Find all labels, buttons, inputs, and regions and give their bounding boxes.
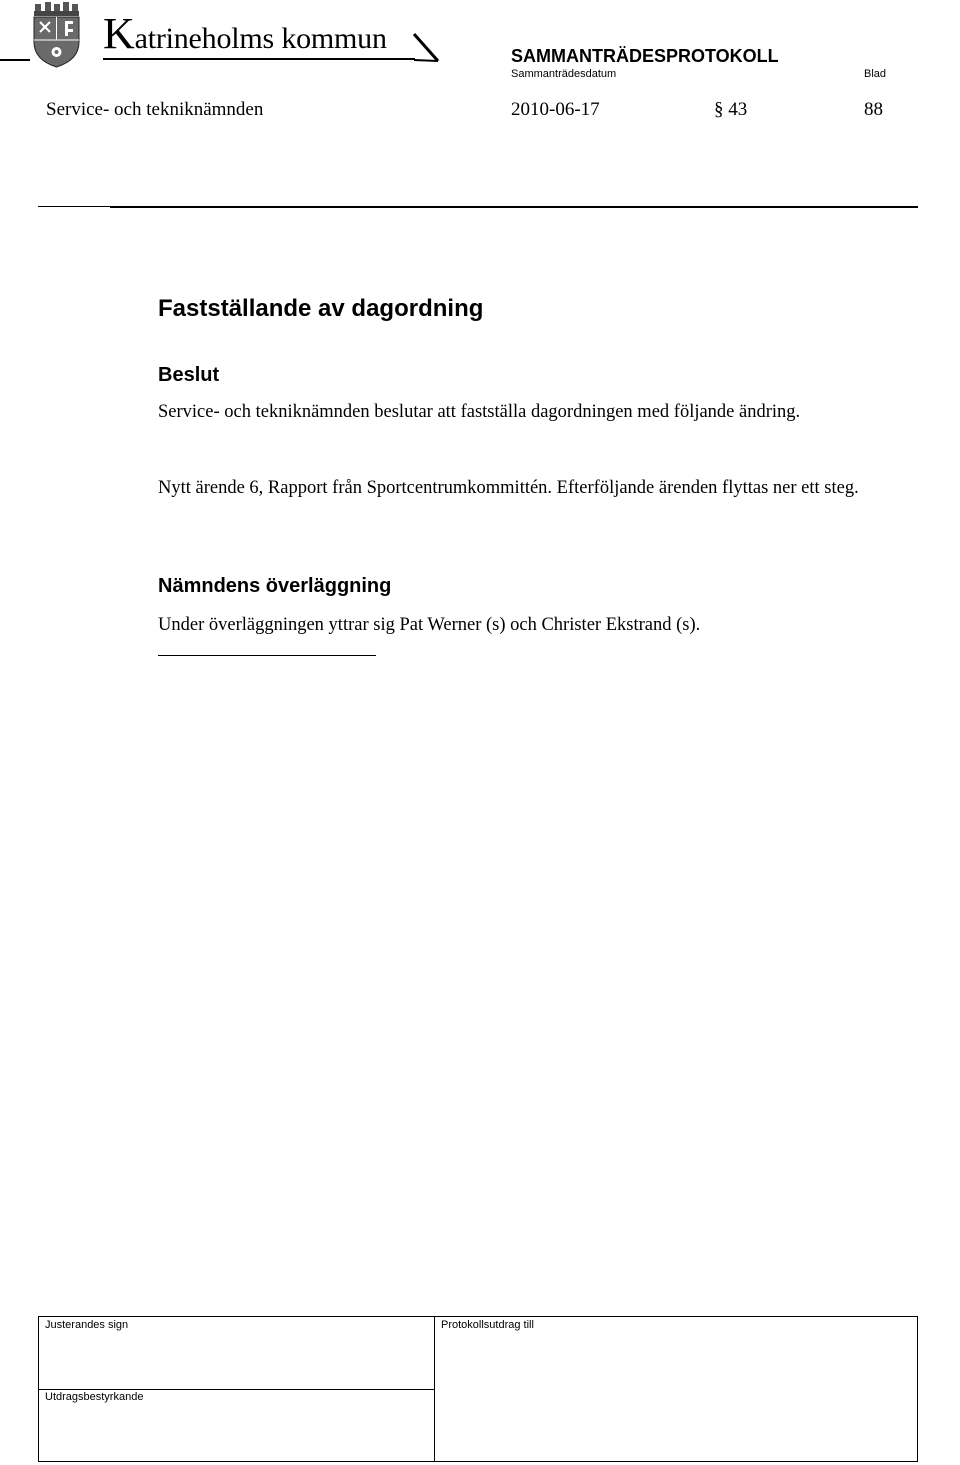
decision-text: Service- och tekniknämnden beslutar att fastställa dagordningen med följande ändring. (158, 402, 801, 422)
meeting-date: 2010-06-17 (511, 99, 600, 120)
meeting-date-label: Sammanträdesdatum (511, 68, 617, 80)
extract-to-label: Protokollsutdrag till (441, 1319, 534, 1331)
logo-rule-left (0, 59, 30, 61)
logo-underline (103, 58, 415, 60)
deliberation-heading: Nämndens överläggning (158, 575, 392, 597)
logo-rest: atrineholms kommun (134, 22, 387, 55)
decision-heading: Beslut (158, 364, 220, 386)
signature-box-hline (39, 1389, 435, 1390)
deliberation-text: Under överläggningen yttrar sig Pat Werner (s) och Christer Ekstrand (s). (158, 615, 701, 635)
page-label: Blad (864, 68, 887, 80)
document-type: SAMMANTRÄDESPROTOKOLL (511, 46, 779, 66)
municipality-logo-text (103, 9, 387, 58)
section-title: Fastställande av dagordning (158, 295, 484, 322)
adjuster-sign-label: Justerandes sign (45, 1319, 129, 1331)
extract-certification-label: Utdragsbestyrkande (45, 1391, 144, 1403)
committee-name: Service- och tekniknämnden (46, 99, 264, 120)
logo-initial: K (103, 9, 135, 58)
section-end-rule (158, 655, 376, 656)
logo-swoosh-icon (412, 32, 440, 64)
header-rule (38, 206, 110, 207)
signature-box (38, 1316, 918, 1462)
coat-of-arms-icon (32, 2, 82, 68)
page-number: 88 (864, 99, 883, 120)
header-rule (110, 206, 918, 208)
paragraph-number: § 43 (714, 99, 748, 120)
new-item-text: Nytt ärende 6, Rapport från Sportcentrumkommittén. Efterföljande ärenden flyttas ner ett steg. (158, 478, 859, 498)
